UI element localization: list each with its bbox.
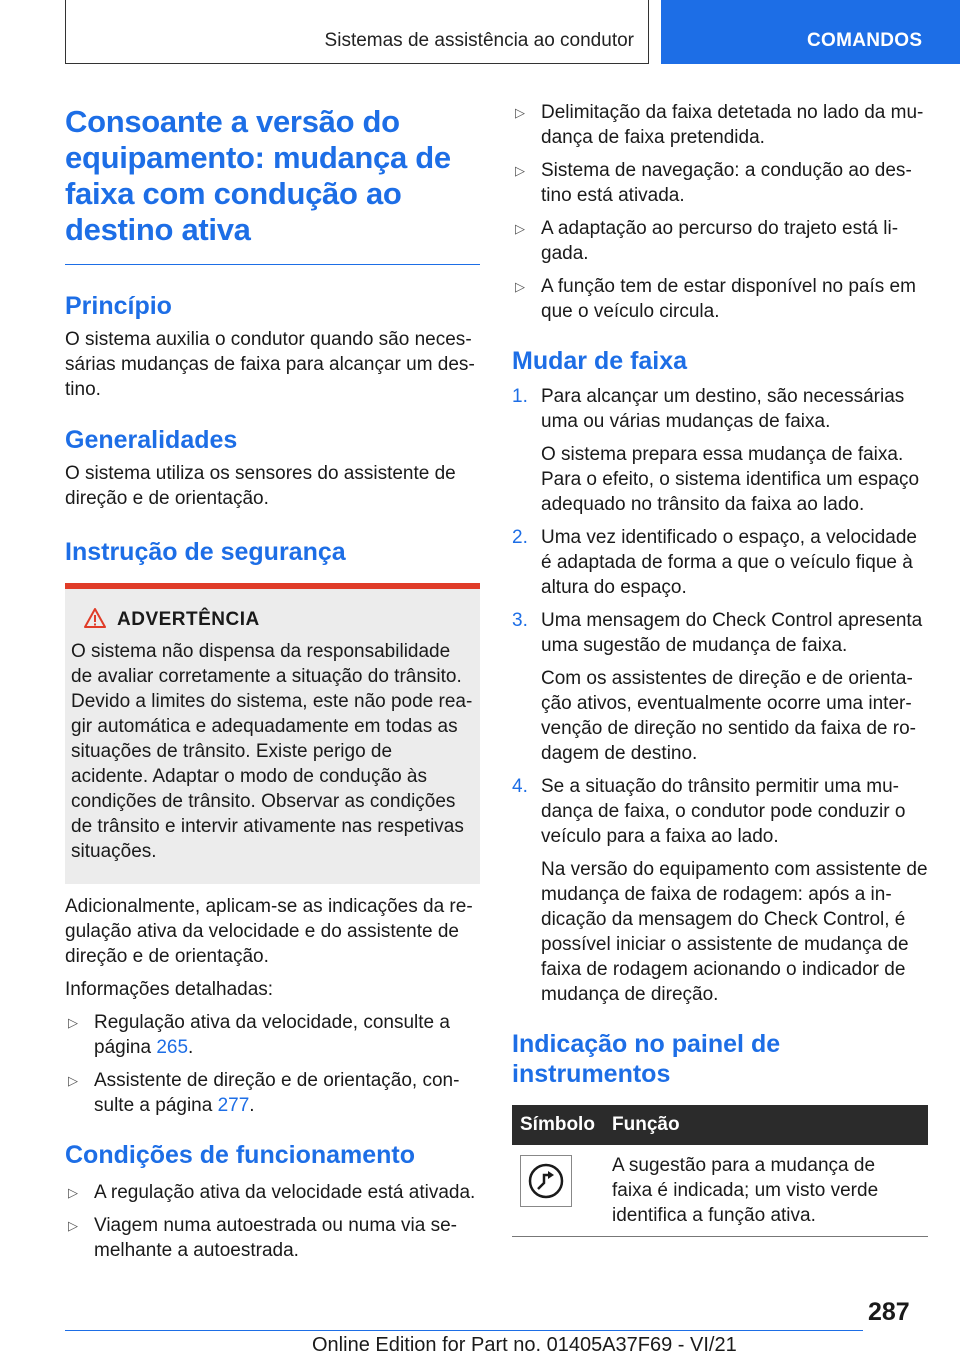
step-item: 4. Se a situação do trânsito permitir uma mudança de faixa, o condutor pode conduzir o veículo para a faixa ao lado. Na versão do equipamento com assistente de mudança de faixa de rodagem: após a indicação da mensagem do Check Control, é possível iniciar o assistente de mudança de faixa de rodagem acionando o indicador de mudança de direção. <box>512 776 928 1005</box>
warning-box <box>65 583 480 884</box>
change-lane-heading: Mudar de faixa <box>512 347 688 375</box>
column-header-symbol: Símbolo <box>512 1105 604 1145</box>
triangle-bullet-icon: ▷ <box>515 105 525 120</box>
warning-header <box>117 607 474 633</box>
header-section-box <box>65 0 649 64</box>
step-item: 1. Para alcançar um destino, são necessárias uma ou várias mudanças de faixa. O sistema prepara essa mudança de faixa. Para o efeito, o sistema identifica um espaço adequado no trânsito da faixa ao lado. <box>512 386 920 515</box>
lane-change-suggestion-icon <box>520 1155 572 1207</box>
step-number: 1. <box>512 386 528 407</box>
list-item: ▷ A adaptação ao percurso do trajeto está ligada. <box>515 218 899 264</box>
warning-triangle-icon <box>84 607 106 629</box>
list-item: ▷ Assistente de direção e de orientação, consulte a página 277. <box>68 1070 460 1116</box>
details-list <box>65 1010 480 1118</box>
symbol-cell <box>512 1145 604 1237</box>
right-column <box>512 100 928 1237</box>
principle-text: O sistema auxilia o condutor quando são necessárias mudanças de faixa para alcançar um destino. <box>65 329 475 400</box>
table-header-row <box>512 1105 928 1145</box>
list-item: ▷ Viagem numa autoestrada ou numa via semelhante a autoestrada. <box>68 1215 457 1261</box>
warning-label: ADVERTÊNCIA <box>117 609 260 630</box>
details-intro: Informações detalhadas: <box>65 979 274 1000</box>
section-title: Sistemas de assistência ao condutor <box>324 30 634 51</box>
general-text: O sistema utiliza os sensores do assistente de direção e de orientação. <box>65 463 456 509</box>
triangle-bullet-icon: ▷ <box>68 1015 78 1030</box>
step-item: 3. Uma mensagem do Check Control apresenta uma sugestão de mudança de faixa. Com os assistentes de direção e de orientação ativos, eventualmente ocorre uma intervenção de direção no sentido da faixa de rodagem de destino. <box>512 610 923 764</box>
change-lane-steps <box>512 384 928 1007</box>
page-title: Consoante a versão do equipamento: mudança de faixa com condução ao destino ativa <box>65 104 451 247</box>
column-header-function: Função <box>604 1105 928 1145</box>
step-number: 2. <box>512 527 528 548</box>
table-row <box>512 1145 928 1237</box>
triangle-bullet-icon: ▷ <box>68 1218 78 1233</box>
step-number: 4. <box>512 776 528 797</box>
triangle-bullet-icon: ▷ <box>515 163 525 178</box>
edition-text: Online Edition for Part no. 01405A37F69 - VI/21 <box>312 1334 737 1356</box>
title-divider <box>65 264 480 265</box>
additional-text: Adicionalmente, aplicam-se as indicações da regulação ativa da velocidade e do assistente de direção e de orientação. <box>65 896 473 967</box>
chapter-tab[interactable] <box>661 0 960 64</box>
conditions-list <box>65 1180 480 1263</box>
footer-divider <box>65 1330 863 1331</box>
list-item: ▷ A função tem de estar disponível no país em que o veículo circula. <box>515 276 916 322</box>
symbol-table <box>512 1105 928 1237</box>
principle-heading: Princípio <box>65 292 172 320</box>
step-item: 2. Uma vez identificado o espaço, a velocidade é adaptada de forma a que o veículo fique à altura do espaço. <box>512 527 918 598</box>
list-item: ▷ Regulação ativa da velocidade, consulte a página 265. <box>68 1012 450 1058</box>
conditions-list-continued <box>512 100 928 324</box>
safety-heading: Instrução de segurança <box>65 538 346 566</box>
list-item: ▷ Sistema de navegação: a condução ao destino está ativada. <box>515 160 912 206</box>
list-item: ▷ A regulação ativa da velocidade está ativada. <box>68 1182 476 1203</box>
warning-text: O sistema não dispensa da responsabilidade de avaliar corretamente a situação do trânsito. Devido a limites do sistema, este não pode reagir automática e adequadamente em todas as situações de trânsito. Existe perigo de acidente. Adaptar o modo de condução às condições de trânsito. Observar as condições de trânsito e intervir ativamente nas respetivas situações. <box>71 641 473 862</box>
display-heading: Indicação no painel de instrumentos <box>512 1030 781 1088</box>
list-item: ▷ Delimitação da faixa detetada no lado da mudança de faixa pretendida. <box>515 102 924 148</box>
page-number: 287 <box>868 1298 910 1326</box>
general-heading: Generalidades <box>65 426 238 454</box>
step-number: 3. <box>512 610 528 631</box>
triangle-bullet-icon: ▷ <box>515 221 525 236</box>
conditions-heading: Condições de funcionamento <box>65 1141 416 1169</box>
left-column <box>65 100 480 1271</box>
triangle-bullet-icon: ▷ <box>68 1073 78 1088</box>
function-cell: A sugestão para a mudança de faixa é indicada; um visto verde identifica a função ativa. <box>604 1145 928 1237</box>
page-link[interactable]: 277 <box>217 1095 250 1116</box>
page-link[interactable]: 265 <box>156 1037 189 1058</box>
triangle-bullet-icon: ▷ <box>68 1185 78 1200</box>
triangle-bullet-icon: ▷ <box>515 279 525 294</box>
chapter-tab-label: COMANDOS <box>807 30 923 51</box>
